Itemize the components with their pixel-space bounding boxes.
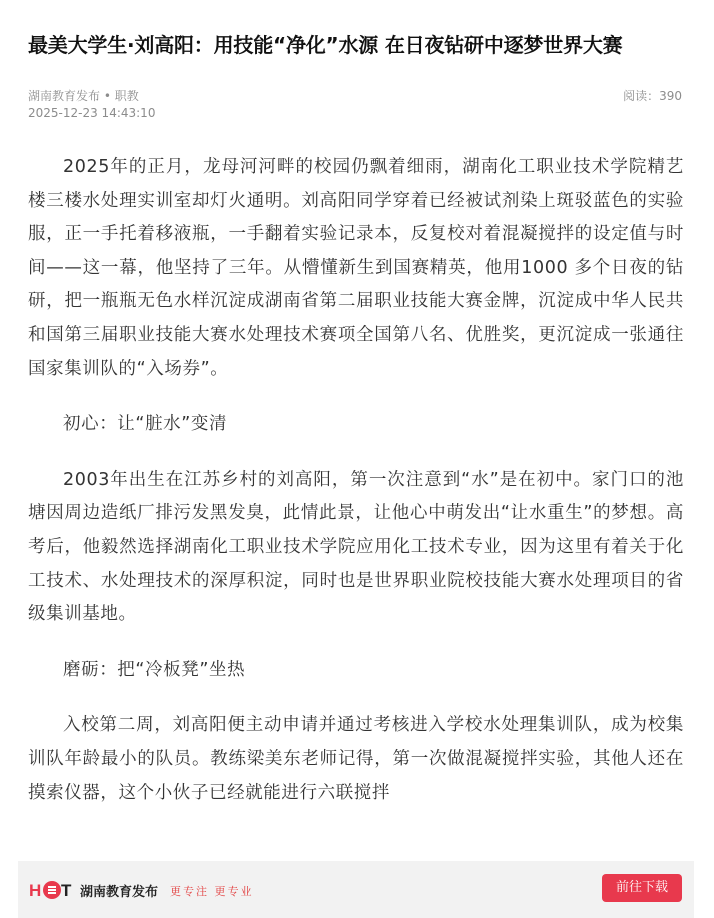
svg-text:H: H (29, 881, 42, 900)
het-logo-icon (28, 869, 74, 909)
article-timestamp: 2025-12-23 14:43:10 (28, 106, 156, 120)
paragraph-training: 入校第二周，刘高阳便主动申请并通过考核进入学校水处理集训队，成为校集训队年龄最小的队员。教练梁美东老师记得，第一次做混凝搅拌实验，其他人还在摸索仪器，这个小伙子已经就能进行六联搅拌 (28, 715, 684, 803)
banner-brand-name: 湖南教育发布 (80, 885, 159, 900)
article-title: 最美大学生·刘高阳：用技能“净化”水源 在日夜钻研中逐梦世界大赛 (28, 33, 623, 57)
download-button[interactable]: 前往下载 (602, 874, 682, 902)
article-body (28, 151, 684, 810)
article-source: 湖南教育发布 • 职教 (28, 89, 139, 103)
paragraph-intro: 2025年的正月，龙母河河畔的校园仍飘着细雨，湖南化工职业技术学院精艺楼三楼水处理实训室却灯火通明。刘高阳同学穿着已经被试剂染上斑驳蓝色的实验服，正一手托着移液瓶，一手翻着实验记录本，反复校对着混凝搅拌的设定值与时间——这一幕，他坚持了三年。从懵懂新生到国赛精英，他用1000 多个日夜的钻研，把一瓶瓶无色水样沉淀成湖南省第二届职业技能大赛金牌，沉淀成中华人民共和国第三届职业技能大赛水处理技术赛项全国第八名、优胜奖，更沉淀成一张通往国家集训队的“入场券”。 (28, 157, 684, 379)
paragraph-origin: 2003年出生在江苏乡村的刘高阳，第一次注意到“水”是在初中。家门口的池塘因周边造纸厂排污发黑发臭，此情此景，让他心中萌发出“让水重生”的梦想。高考后，他毅然选择湖南化工职业技术学院应用化工技术专业，因为这里有着关于化工技术、水处理技术的深厚积淀，同时也是世界职业院校技能大赛水处理项目的省级集训基地。 (28, 469, 684, 625)
section-heading-training: 磨砺：把“冷板凳”坐热 (63, 659, 246, 680)
svg-text:T: T (61, 881, 72, 900)
banner-slogan: 更专注 更专业 (170, 885, 254, 898)
read-count: 阅读：390 (623, 89, 682, 103)
section-heading-origin: 初心：让“脏水”变清 (63, 414, 228, 435)
app-download-banner[interactable] (18, 861, 694, 918)
